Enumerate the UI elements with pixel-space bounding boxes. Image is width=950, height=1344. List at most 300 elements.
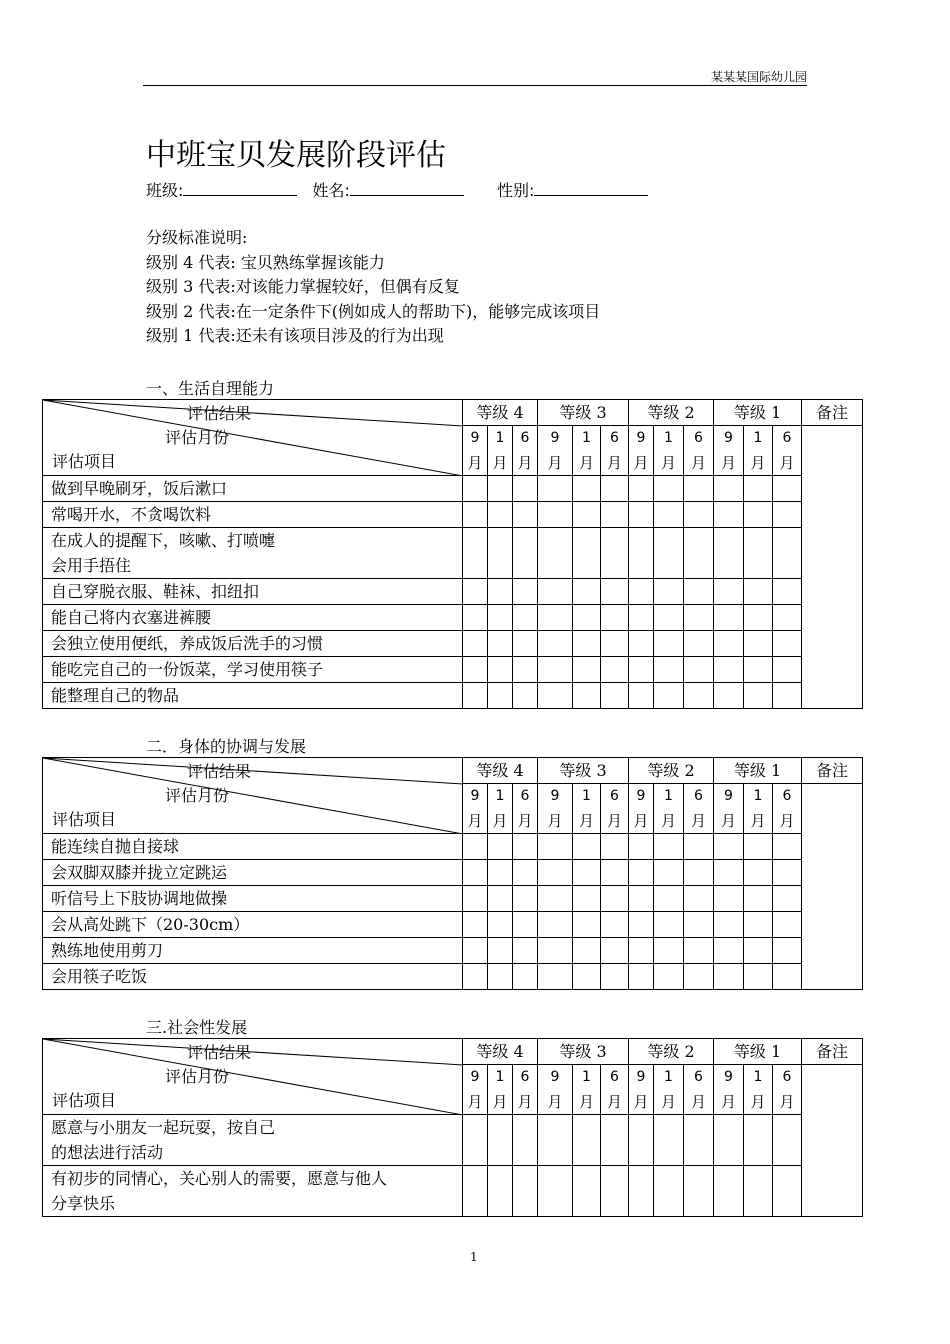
score-cell[interactable] bbox=[513, 886, 538, 912]
score-cell[interactable] bbox=[538, 834, 573, 860]
score-cell[interactable] bbox=[714, 1115, 744, 1166]
score-cell[interactable] bbox=[601, 912, 629, 938]
remark-cell[interactable] bbox=[802, 784, 863, 990]
score-cell[interactable] bbox=[601, 502, 629, 528]
month-number: 6 bbox=[694, 430, 703, 446]
score-cell[interactable] bbox=[714, 912, 744, 938]
header-result-label: 评估结果 bbox=[187, 1043, 252, 1062]
score-cell[interactable] bbox=[601, 834, 629, 860]
score-cell[interactable] bbox=[513, 502, 538, 528]
score-cell[interactable] bbox=[714, 683, 744, 709]
score-cell[interactable] bbox=[488, 476, 513, 502]
month-unit: 月 bbox=[606, 1092, 622, 1111]
month-header bbox=[629, 1065, 654, 1115]
score-cell[interactable] bbox=[463, 476, 488, 502]
table-row bbox=[43, 502, 863, 528]
score-cell[interactable] bbox=[654, 938, 684, 964]
score-cell[interactable] bbox=[629, 1115, 654, 1166]
month-number: 6 bbox=[782, 430, 792, 446]
score-cell[interactable] bbox=[744, 938, 773, 964]
score-cell[interactable] bbox=[744, 528, 773, 579]
header-rule bbox=[143, 85, 807, 86]
score-cell[interactable] bbox=[513, 1166, 538, 1217]
score-cell[interactable] bbox=[654, 964, 684, 990]
month-unit: 月 bbox=[492, 453, 508, 472]
score-cell[interactable] bbox=[629, 605, 654, 631]
score-cell[interactable] bbox=[629, 938, 654, 964]
score-cell[interactable] bbox=[744, 834, 773, 860]
month-number: 6 bbox=[520, 1069, 530, 1085]
evaluation-item: 在成人的提醒下，咳嗽、打喷嚏 会用手捂住 bbox=[43, 528, 463, 579]
score-cell[interactable] bbox=[714, 860, 744, 886]
score-cell[interactable] bbox=[601, 605, 629, 631]
score-cell[interactable] bbox=[573, 605, 601, 631]
grade-header-3: 等级 3 bbox=[538, 400, 629, 426]
score-cell[interactable] bbox=[573, 886, 601, 912]
remark-cell[interactable] bbox=[802, 1065, 863, 1217]
header-item-label: 评估项目 bbox=[52, 452, 117, 471]
score-cell[interactable] bbox=[573, 502, 601, 528]
score-cell[interactable] bbox=[629, 834, 654, 860]
score-cell[interactable] bbox=[513, 860, 538, 886]
month-number: 9 bbox=[550, 788, 560, 804]
score-cell[interactable] bbox=[463, 579, 488, 605]
score-cell[interactable] bbox=[573, 528, 601, 579]
score-cell[interactable] bbox=[773, 938, 802, 964]
legend-heading: 分级标准说明: bbox=[146, 228, 248, 247]
score-cell[interactable] bbox=[773, 502, 802, 528]
score-cell[interactable] bbox=[744, 657, 773, 683]
score-cell[interactable] bbox=[538, 528, 573, 579]
score-cell[interactable] bbox=[601, 657, 629, 683]
score-cell[interactable] bbox=[684, 1115, 714, 1166]
month-number: 1 bbox=[495, 1069, 505, 1085]
evaluation-item: 愿意与小朋友一起玩耍，按自己 的想法进行活动 bbox=[43, 1115, 463, 1166]
score-cell[interactable] bbox=[629, 528, 654, 579]
score-cell[interactable] bbox=[488, 605, 513, 631]
score-cell[interactable] bbox=[629, 502, 654, 528]
score-cell[interactable] bbox=[773, 860, 802, 886]
score-cell[interactable] bbox=[773, 579, 802, 605]
evaluation-item: 会独立使用便纸，养成饭后洗手的习惯 bbox=[43, 631, 463, 657]
score-cell[interactable] bbox=[714, 476, 744, 502]
score-cell[interactable] bbox=[538, 938, 573, 964]
month-number: 6 bbox=[610, 788, 619, 804]
month-number: 9 bbox=[636, 788, 646, 804]
score-cell[interactable] bbox=[629, 1166, 654, 1217]
grade-header-2: 等级 2 bbox=[629, 1039, 714, 1065]
grade-header-3: 等级 3 bbox=[538, 758, 629, 784]
score-cell[interactable] bbox=[601, 886, 629, 912]
score-cell[interactable] bbox=[513, 605, 538, 631]
score-cell[interactable] bbox=[629, 476, 654, 502]
score-cell[interactable] bbox=[714, 631, 744, 657]
score-cell[interactable] bbox=[744, 605, 773, 631]
score-cell[interactable] bbox=[488, 834, 513, 860]
score-cell[interactable] bbox=[463, 860, 488, 886]
score-cell[interactable] bbox=[744, 886, 773, 912]
score-cell[interactable] bbox=[684, 834, 714, 860]
month-header bbox=[463, 784, 488, 834]
score-cell[interactable] bbox=[629, 579, 654, 605]
header-school-name: 某某某国际幼儿园 bbox=[710, 70, 807, 84]
month-number: 1 bbox=[753, 1069, 763, 1085]
score-cell[interactable] bbox=[601, 683, 629, 709]
score-cell[interactable] bbox=[573, 912, 601, 938]
score-cell[interactable] bbox=[744, 912, 773, 938]
score-cell[interactable] bbox=[684, 1166, 714, 1217]
score-cell[interactable] bbox=[573, 683, 601, 709]
score-cell[interactable] bbox=[684, 964, 714, 990]
table-row bbox=[43, 528, 863, 579]
score-cell[interactable] bbox=[773, 631, 802, 657]
score-cell[interactable] bbox=[773, 964, 802, 990]
score-cell[interactable] bbox=[714, 579, 744, 605]
score-cell[interactable] bbox=[773, 1115, 802, 1166]
evaluation-table bbox=[42, 1038, 863, 1217]
score-cell[interactable] bbox=[538, 912, 573, 938]
score-cell[interactable] bbox=[684, 912, 714, 938]
score-cell[interactable] bbox=[654, 579, 684, 605]
score-cell[interactable] bbox=[773, 476, 802, 502]
evaluation-table bbox=[42, 399, 863, 709]
score-cell[interactable] bbox=[684, 579, 714, 605]
score-cell[interactable] bbox=[654, 683, 684, 709]
evaluation-item: 自己穿脱衣服、鞋袜、扣纽扣 bbox=[43, 579, 463, 605]
score-cell[interactable] bbox=[538, 631, 573, 657]
score-cell[interactable] bbox=[744, 631, 773, 657]
score-cell[interactable] bbox=[744, 476, 773, 502]
month-header bbox=[601, 784, 629, 834]
month-number: 1 bbox=[582, 430, 591, 446]
score-cell[interactable] bbox=[684, 502, 714, 528]
score-cell[interactable] bbox=[538, 502, 573, 528]
score-cell[interactable] bbox=[684, 683, 714, 709]
month-header bbox=[629, 784, 654, 834]
grade-header-4: 等级 4 bbox=[463, 758, 538, 784]
score-cell[interactable] bbox=[654, 476, 684, 502]
remark-header: 备注 bbox=[802, 758, 863, 784]
score-cell[interactable] bbox=[773, 657, 802, 683]
score-cell[interactable] bbox=[654, 912, 684, 938]
month-number: 6 bbox=[694, 788, 703, 804]
section-title: 二．身体的协调与发展 bbox=[146, 737, 307, 756]
score-cell[interactable] bbox=[463, 912, 488, 938]
score-cell[interactable] bbox=[629, 964, 654, 990]
score-cell[interactable] bbox=[744, 579, 773, 605]
remark-cell[interactable] bbox=[802, 426, 863, 709]
month-number: 9 bbox=[636, 1069, 646, 1085]
score-cell[interactable] bbox=[744, 683, 773, 709]
month-header bbox=[773, 426, 802, 476]
table-row bbox=[43, 834, 863, 860]
score-cell[interactable] bbox=[601, 631, 629, 657]
score-cell[interactable] bbox=[463, 1115, 488, 1166]
score-cell[interactable] bbox=[684, 528, 714, 579]
score-cell[interactable] bbox=[744, 860, 773, 886]
table-row bbox=[43, 860, 863, 886]
score-cell[interactable] bbox=[488, 657, 513, 683]
month-header bbox=[744, 426, 773, 476]
score-cell[interactable] bbox=[538, 683, 573, 709]
score-cell[interactable] bbox=[463, 528, 488, 579]
evaluation-item: 做到早晚刷牙，饭后漱口 bbox=[43, 476, 463, 502]
table-row bbox=[43, 964, 863, 990]
score-cell[interactable] bbox=[601, 476, 629, 502]
month-unit: 月 bbox=[606, 811, 622, 830]
legend-line: 级别 2 代表:在一定条件下(例如成人的帮助下)，能够完成该项目 bbox=[146, 301, 601, 321]
score-cell[interactable] bbox=[654, 528, 684, 579]
score-cell[interactable] bbox=[538, 657, 573, 683]
month-header bbox=[601, 1065, 629, 1115]
score-cell[interactable] bbox=[654, 631, 684, 657]
score-cell[interactable] bbox=[654, 1115, 684, 1166]
evaluation-item: 能自己将内衣塞进裤腰 bbox=[43, 605, 463, 631]
score-cell[interactable] bbox=[463, 631, 488, 657]
score-cell[interactable] bbox=[654, 605, 684, 631]
month-unit: 月 bbox=[578, 453, 594, 472]
score-cell[interactable] bbox=[714, 886, 744, 912]
score-cell[interactable] bbox=[684, 476, 714, 502]
evaluation-item: 会双脚双膝并拢立定跳运 bbox=[43, 860, 463, 886]
score-cell[interactable] bbox=[573, 938, 601, 964]
month-unit: 月 bbox=[492, 1092, 508, 1111]
score-cell[interactable] bbox=[463, 657, 488, 683]
evaluation-table bbox=[42, 757, 863, 990]
month-unit: 月 bbox=[633, 811, 649, 830]
month-number: 9 bbox=[470, 788, 480, 804]
month-header bbox=[773, 1065, 802, 1115]
score-cell[interactable] bbox=[463, 605, 488, 631]
gender-blank bbox=[534, 181, 648, 196]
score-cell[interactable] bbox=[488, 964, 513, 990]
score-cell[interactable] bbox=[463, 502, 488, 528]
score-cell[interactable] bbox=[601, 579, 629, 605]
score-cell[interactable] bbox=[654, 657, 684, 683]
score-cell[interactable] bbox=[601, 1166, 629, 1217]
score-cell[interactable] bbox=[488, 860, 513, 886]
month-header bbox=[513, 1065, 538, 1115]
month-number: 9 bbox=[550, 1069, 560, 1085]
score-cell[interactable] bbox=[488, 528, 513, 579]
month-unit: 月 bbox=[492, 811, 508, 830]
name-label: 姓名: bbox=[312, 181, 350, 200]
score-cell[interactable] bbox=[513, 834, 538, 860]
info-fields bbox=[146, 178, 648, 201]
grade-header-3: 等级 3 bbox=[538, 1039, 629, 1065]
month-number: 9 bbox=[724, 788, 733, 804]
score-cell[interactable] bbox=[714, 657, 744, 683]
month-unit: 月 bbox=[779, 811, 795, 830]
score-cell[interactable] bbox=[488, 938, 513, 964]
evaluation-item: 能连续自抛自接球 bbox=[43, 834, 463, 860]
score-cell[interactable] bbox=[538, 605, 573, 631]
score-cell[interactable] bbox=[573, 476, 601, 502]
score-cell[interactable] bbox=[573, 964, 601, 990]
month-header bbox=[573, 426, 601, 476]
gender-label: 性别: bbox=[497, 181, 535, 200]
table-row bbox=[43, 1166, 863, 1217]
month-header bbox=[654, 784, 684, 834]
score-cell[interactable] bbox=[684, 657, 714, 683]
score-cell[interactable] bbox=[513, 938, 538, 964]
score-cell[interactable] bbox=[513, 528, 538, 579]
remark-header: 备注 bbox=[802, 1039, 863, 1065]
score-cell[interactable] bbox=[714, 605, 744, 631]
score-cell[interactable] bbox=[513, 964, 538, 990]
score-cell[interactable] bbox=[629, 657, 654, 683]
score-cell[interactable] bbox=[654, 860, 684, 886]
score-cell[interactable] bbox=[601, 860, 629, 886]
table-row bbox=[43, 605, 863, 631]
score-cell[interactable] bbox=[538, 1166, 573, 1217]
score-cell[interactable] bbox=[773, 528, 802, 579]
score-cell[interactable] bbox=[714, 528, 744, 579]
month-unit: 月 bbox=[690, 811, 706, 830]
score-cell[interactable] bbox=[714, 1166, 744, 1217]
score-cell[interactable] bbox=[654, 1166, 684, 1217]
score-cell[interactable] bbox=[714, 964, 744, 990]
score-cell[interactable] bbox=[513, 683, 538, 709]
score-cell[interactable] bbox=[773, 605, 802, 631]
score-cell[interactable] bbox=[513, 476, 538, 502]
diagonal-header-cell bbox=[43, 1039, 463, 1115]
month-unit: 月 bbox=[517, 1092, 533, 1111]
month-unit: 月 bbox=[750, 811, 766, 830]
score-cell[interactable] bbox=[654, 502, 684, 528]
score-cell[interactable] bbox=[744, 1115, 773, 1166]
score-cell[interactable] bbox=[538, 886, 573, 912]
grade-header-1: 等级 1 bbox=[714, 1039, 802, 1065]
score-cell[interactable] bbox=[684, 631, 714, 657]
score-cell[interactable] bbox=[463, 834, 488, 860]
month-unit: 月 bbox=[578, 1092, 594, 1111]
score-cell[interactable] bbox=[773, 886, 802, 912]
score-cell[interactable] bbox=[573, 657, 601, 683]
grade-header-1: 等级 1 bbox=[714, 758, 802, 784]
score-cell[interactable] bbox=[714, 502, 744, 528]
score-cell[interactable] bbox=[684, 938, 714, 964]
score-cell[interactable] bbox=[463, 938, 488, 964]
score-cell[interactable] bbox=[573, 1166, 601, 1217]
score-cell[interactable] bbox=[573, 1115, 601, 1166]
table-row bbox=[43, 1115, 863, 1166]
month-unit: 月 bbox=[750, 1092, 766, 1111]
score-cell[interactable] bbox=[629, 860, 654, 886]
score-cell[interactable] bbox=[513, 657, 538, 683]
grading-legend bbox=[146, 226, 600, 349]
score-cell[interactable] bbox=[744, 1166, 773, 1217]
month-unit: 月 bbox=[467, 453, 483, 472]
score-cell[interactable] bbox=[488, 886, 513, 912]
evaluation-item: 会从高处跳下（20-30cm） bbox=[43, 912, 463, 938]
score-cell[interactable] bbox=[513, 579, 538, 605]
score-cell[interactable] bbox=[654, 886, 684, 912]
score-cell[interactable] bbox=[573, 834, 601, 860]
month-number: 1 bbox=[664, 1069, 673, 1085]
month-number: 1 bbox=[582, 1069, 591, 1085]
month-number: 1 bbox=[582, 788, 591, 804]
score-cell[interactable] bbox=[744, 964, 773, 990]
score-cell[interactable] bbox=[573, 579, 601, 605]
score-cell[interactable] bbox=[601, 964, 629, 990]
score-cell[interactable] bbox=[573, 631, 601, 657]
month-number: 9 bbox=[470, 430, 480, 446]
month-number: 1 bbox=[495, 430, 505, 446]
score-cell[interactable] bbox=[488, 912, 513, 938]
score-cell[interactable] bbox=[488, 1115, 513, 1166]
score-cell[interactable] bbox=[684, 886, 714, 912]
score-cell[interactable] bbox=[714, 834, 744, 860]
month-header bbox=[744, 1065, 773, 1115]
grade-header-4: 等级 4 bbox=[463, 1039, 538, 1065]
score-cell[interactable] bbox=[488, 502, 513, 528]
score-cell[interactable] bbox=[513, 1115, 538, 1166]
score-cell[interactable] bbox=[488, 631, 513, 657]
month-unit: 月 bbox=[578, 811, 594, 830]
score-cell[interactable] bbox=[463, 1166, 488, 1217]
evaluation-item: 常喝开水，不贪喝饮料 bbox=[43, 502, 463, 528]
month-unit: 月 bbox=[633, 453, 649, 472]
score-cell[interactable] bbox=[538, 579, 573, 605]
month-header bbox=[744, 784, 773, 834]
score-cell[interactable] bbox=[538, 476, 573, 502]
score-cell[interactable] bbox=[714, 938, 744, 964]
score-cell[interactable] bbox=[538, 860, 573, 886]
score-cell[interactable] bbox=[629, 912, 654, 938]
header-month-label: 评估月份 bbox=[165, 786, 230, 805]
month-unit: 月 bbox=[750, 453, 766, 472]
table-row bbox=[43, 938, 863, 964]
score-cell[interactable] bbox=[773, 834, 802, 860]
score-cell[interactable] bbox=[538, 1115, 573, 1166]
score-cell[interactable] bbox=[463, 683, 488, 709]
score-cell[interactable] bbox=[654, 834, 684, 860]
score-cell[interactable] bbox=[684, 605, 714, 631]
section-title: 一、生活自理能力 bbox=[146, 379, 275, 398]
score-cell[interactable] bbox=[601, 1115, 629, 1166]
month-number: 9 bbox=[470, 1069, 480, 1085]
month-header bbox=[684, 1065, 714, 1115]
month-unit: 月 bbox=[606, 453, 622, 472]
month-unit: 月 bbox=[660, 811, 676, 830]
month-unit: 月 bbox=[720, 1092, 736, 1111]
month-header bbox=[714, 426, 744, 476]
score-cell[interactable] bbox=[629, 683, 654, 709]
score-cell[interactable] bbox=[538, 964, 573, 990]
month-number: 9 bbox=[724, 1069, 733, 1085]
score-cell[interactable] bbox=[629, 631, 654, 657]
score-cell[interactable] bbox=[488, 579, 513, 605]
score-cell[interactable] bbox=[463, 964, 488, 990]
score-cell[interactable] bbox=[513, 631, 538, 657]
month-header bbox=[463, 426, 488, 476]
score-cell[interactable] bbox=[773, 683, 802, 709]
score-cell[interactable] bbox=[513, 912, 538, 938]
score-cell[interactable] bbox=[463, 886, 488, 912]
score-cell[interactable] bbox=[601, 528, 629, 579]
score-cell[interactable] bbox=[744, 502, 773, 528]
score-cell[interactable] bbox=[488, 1166, 513, 1217]
score-cell[interactable] bbox=[684, 860, 714, 886]
score-cell[interactable] bbox=[601, 938, 629, 964]
month-number: 9 bbox=[550, 430, 560, 446]
score-cell[interactable] bbox=[573, 860, 601, 886]
score-cell[interactable] bbox=[629, 886, 654, 912]
score-cell[interactable] bbox=[773, 1166, 802, 1217]
score-cell[interactable] bbox=[488, 683, 513, 709]
score-cell[interactable] bbox=[773, 912, 802, 938]
